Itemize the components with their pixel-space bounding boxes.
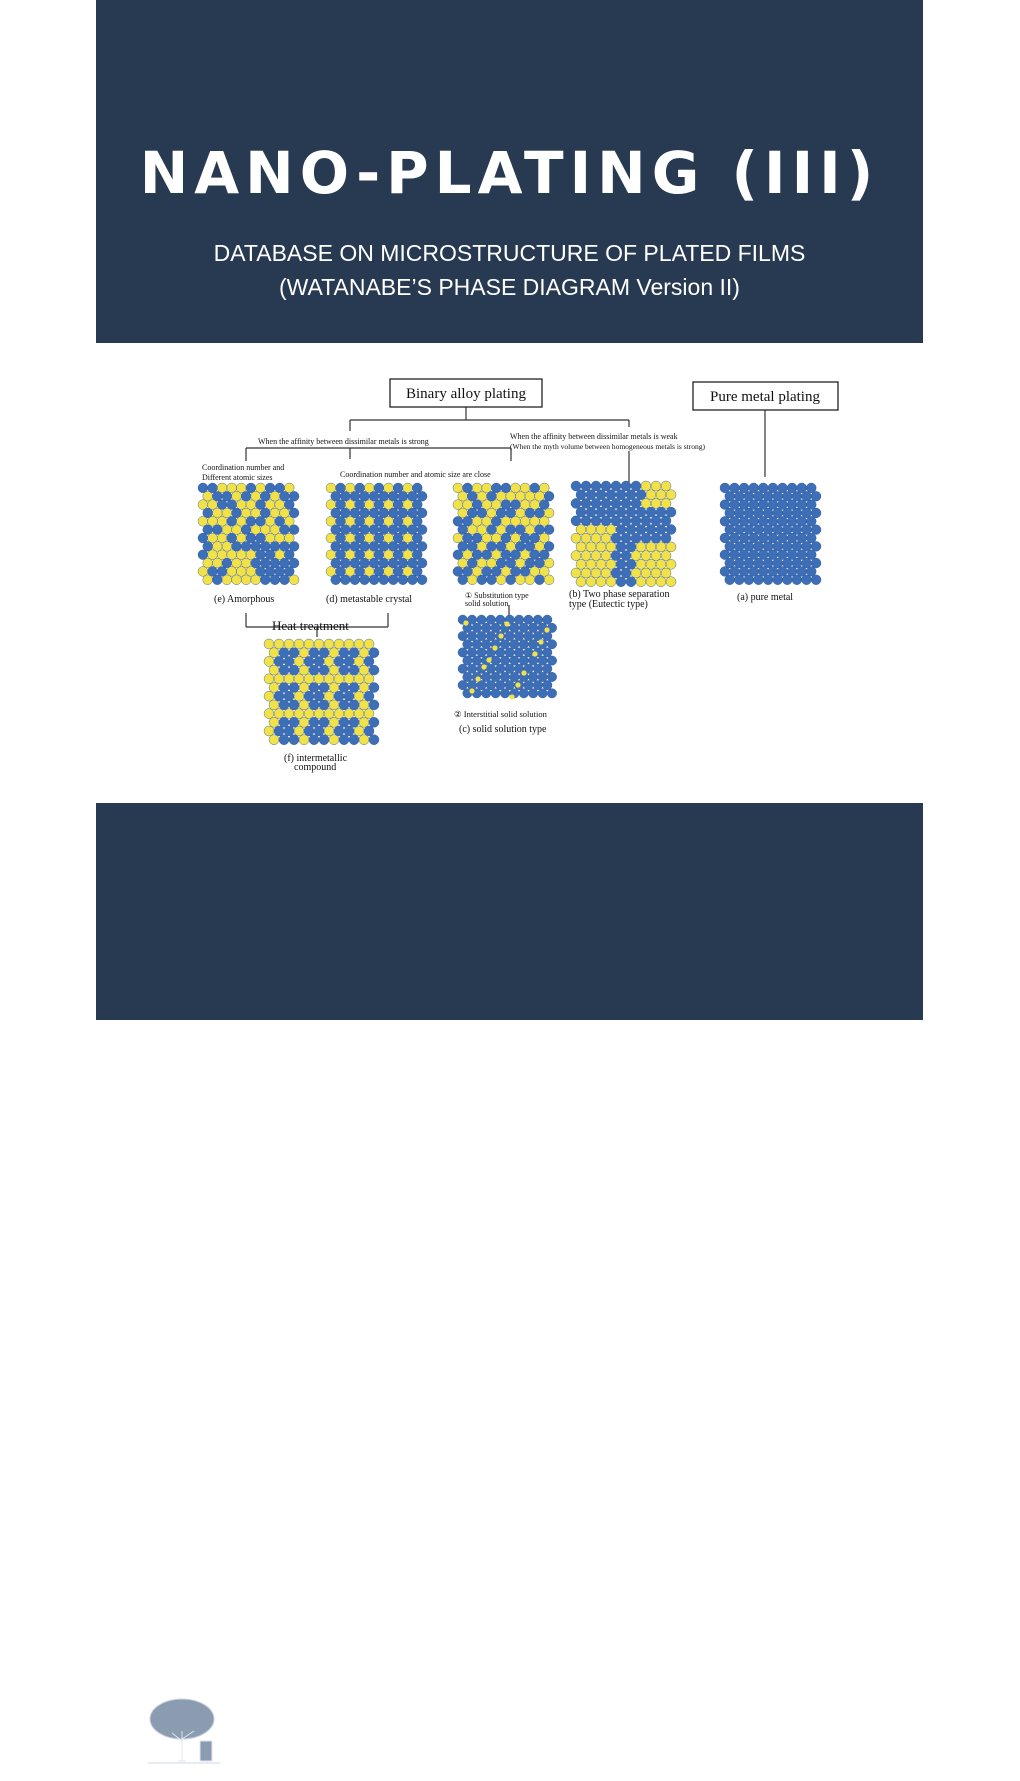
affinity-weak-text: When the affinity between dissimilar metals is weak [510, 432, 678, 441]
affinity-weak-note: (When the myth volume between homogeneous metals is strong) [510, 442, 705, 451]
label-amorphous: (e) Amorphous [214, 594, 275, 605]
pure-metal-lattice [720, 483, 821, 585]
phase-diagram-svg [96, 343, 923, 803]
interstitial-solid-solution-lattice [458, 615, 557, 700]
phase-diagram-figure [96, 343, 923, 803]
label-interstitial: ② Interstitial solid solution [454, 709, 547, 719]
label-substitution-1: ① Substitution type [465, 591, 529, 600]
coord-diff-line-1: Coordination number and [202, 463, 285, 472]
label-intermetallic-2: compound [294, 762, 337, 773]
book-subtitle [96, 236, 923, 304]
coord-close-text: Coordination number and atomic size are close [340, 470, 491, 479]
author-name: TOHRU WATANABE [400, 1701, 632, 1726]
subtitle-line-1: DATABASE ON MICROSTRUCTURE OF PLATED FILMS [213, 240, 806, 266]
book-cover [96, 0, 923, 1778]
heat-treatment-label: Heat treatment [272, 618, 349, 633]
substitution-solid-solution-lattice [453, 483, 554, 585]
binary-alloy-label: Binary alloy plating [406, 386, 526, 402]
cover-top-band [96, 0, 923, 343]
book-title: NANO-PLATING (III) [139, 139, 880, 207]
label-substitution-2: solid solution [465, 599, 509, 608]
intermetallic-compound-lattice [264, 639, 379, 745]
amorphous-lattice [198, 483, 299, 585]
subtitle-line-2: (WATANABE’S PHASE DIAGRAM Version II) [279, 274, 740, 300]
label-two-phase-2: type (Eutectic type) [569, 599, 648, 610]
label-pure-metal: (a) pure metal [737, 592, 794, 603]
label-solid-solution-type: (c) solid solution type [459, 724, 547, 735]
metastable-crystal-lattice [326, 483, 427, 585]
publisher-name: ELSEVIER [149, 1763, 225, 1778]
label-intermetallic-1: (f) intermetallic [284, 753, 348, 764]
coord-diff-line-2: Different atomic sizes [202, 473, 273, 482]
cover-bottom-band [96, 803, 923, 1778]
pure-metal-label: Pure metal plating [710, 389, 820, 405]
label-metastable-crystal: (d) metastable crystal [326, 594, 413, 605]
two-phase-separation-lattice [571, 481, 676, 587]
affinity-strong-text: When the affinity between dissimilar metals is strong [258, 437, 429, 446]
label-two-phase-1: (b) Two phase separation [569, 589, 670, 600]
